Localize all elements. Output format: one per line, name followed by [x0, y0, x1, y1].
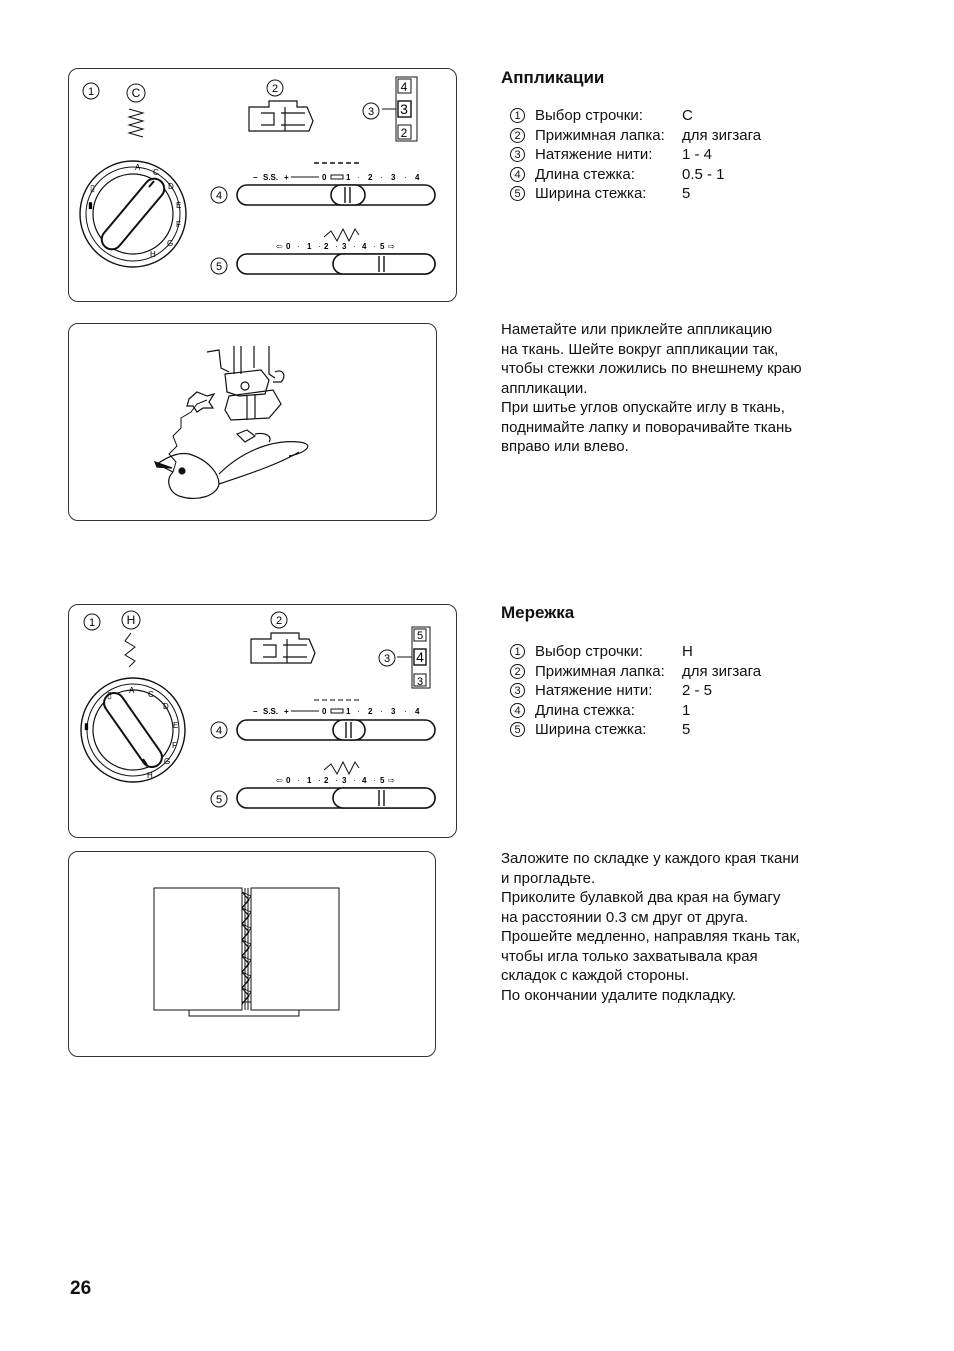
svg-text:H: H	[126, 613, 136, 627]
svg-text:2: 2	[324, 242, 329, 251]
callout-1	[84, 614, 100, 630]
svg-text:C: C	[153, 168, 159, 177]
callout-4	[211, 722, 227, 738]
stitch-length-scale	[253, 700, 420, 716]
svg-text:1: 1	[88, 617, 96, 629]
svg-text:·: ·	[373, 242, 376, 251]
setting-row	[510, 701, 761, 721]
page-number: 26	[70, 1278, 92, 1299]
svg-text:3: 3	[383, 653, 391, 665]
svg-text:4: 4	[416, 649, 424, 665]
svg-text:0: 0	[286, 242, 291, 251]
applique-settings-diagram	[68, 68, 457, 302]
setting-number: 4	[510, 703, 525, 718]
svg-text:·: ·	[357, 707, 360, 716]
svg-text:4: 4	[400, 80, 408, 94]
svg-text:·: ·	[353, 242, 356, 251]
setting-number: 3	[510, 683, 525, 698]
svg-text:4: 4	[415, 173, 420, 182]
svg-text:·: ·	[297, 242, 300, 251]
svg-text:·: ·	[318, 242, 321, 251]
svg-text:·: ·	[318, 776, 321, 785]
svg-text:1: 1	[346, 707, 351, 716]
setting-label: Натяжение нити:	[535, 682, 653, 700]
setting-value: C	[682, 107, 693, 125]
setting-value: 2 - 5	[682, 682, 713, 700]
zigzag-foot-icon	[249, 101, 313, 131]
stitch-width-scale	[276, 762, 395, 785]
stitch-width-scale	[276, 229, 395, 251]
setting-label: Натяжение нити:	[535, 146, 653, 164]
svg-text:G: G	[164, 757, 171, 766]
svg-text:·: ·	[404, 707, 407, 716]
svg-text:A: A	[135, 163, 141, 172]
setting-value: 1 - 4	[682, 146, 713, 164]
pattern-selector-dial	[80, 161, 186, 267]
svg-text:C: C	[148, 690, 154, 699]
setting-label: Выбор строчки:	[535, 643, 643, 661]
setting-row	[510, 165, 761, 185]
setting-number: 1	[510, 108, 525, 123]
setting-row	[510, 184, 761, 204]
applique-settings-list	[510, 106, 761, 204]
svg-text:·: ·	[373, 776, 376, 785]
setting-number: 5	[510, 722, 525, 737]
svg-text:1: 1	[307, 776, 312, 785]
svg-text:3: 3	[342, 242, 347, 251]
setting-label: Прижимная лапка:	[535, 126, 665, 144]
setting-number: 2	[510, 128, 525, 143]
setting-row	[510, 681, 761, 701]
setting-value: 5	[682, 721, 691, 739]
setting-value: H	[682, 643, 693, 661]
svg-text:4: 4	[215, 725, 223, 737]
svg-text:3: 3	[391, 707, 396, 716]
svg-text:1: 1	[346, 173, 351, 182]
setting-label: Ширина стежка:	[535, 721, 647, 739]
svg-text:1: 1	[87, 86, 95, 98]
svg-text:·: ·	[335, 776, 338, 785]
svg-text:⇦: ⇦	[276, 242, 283, 251]
svg-text:4: 4	[362, 242, 367, 251]
setting-value: 0.5 - 1	[682, 165, 725, 183]
setting-value: 5	[682, 185, 691, 203]
svg-text:3: 3	[342, 776, 347, 785]
svg-text:·: ·	[404, 173, 407, 182]
svg-text:2: 2	[324, 776, 329, 785]
pattern-selector-dial	[81, 678, 185, 782]
svg-text:F: F	[172, 741, 177, 750]
setting-value: для зигзага	[682, 662, 762, 680]
svg-text:4: 4	[215, 190, 223, 202]
stitch-width-slider	[237, 254, 435, 274]
hemstitch-settings-list	[510, 642, 761, 740]
svg-text:D: D	[168, 182, 174, 191]
setting-number: 3	[510, 147, 525, 162]
callout-4	[211, 187, 227, 203]
svg-text:·: ·	[357, 173, 360, 182]
stitch-pattern-icon	[129, 109, 143, 137]
applique-instructions: Наметайте или приклейте аппликацию на ткань. Шейте вокруг аппликации так, чтобы стежки ложились по внешнему краю аппликации. При шитье углов опускайте иглу в ткань, поднимайте лапку и поворачивайте ткань вправо или влево.	[501, 321, 802, 455]
svg-text:4: 4	[415, 707, 420, 716]
stitch-pattern-icon	[125, 633, 135, 667]
svg-text:5: 5	[380, 776, 385, 785]
svg-text:0: 0	[322, 173, 327, 182]
stitch-length-slider	[237, 720, 435, 740]
setting-row	[510, 642, 761, 662]
setting-label: Прижимная лапка:	[535, 662, 665, 680]
setting-number: 2	[510, 664, 525, 679]
svg-text:5: 5	[380, 242, 385, 251]
tension-dial	[382, 77, 417, 141]
callout-3	[363, 103, 379, 119]
svg-text:A: A	[129, 686, 135, 695]
tension-dial	[397, 627, 430, 688]
svg-text:H: H	[147, 771, 153, 780]
svg-text:0: 0	[286, 776, 291, 785]
svg-text:3: 3	[400, 101, 408, 117]
svg-text:3: 3	[391, 173, 396, 182]
callout-2	[271, 612, 287, 628]
svg-text:+: +	[284, 707, 289, 716]
svg-text:–: –	[253, 173, 258, 182]
svg-text:1: 1	[307, 242, 312, 251]
svg-text:5: 5	[215, 794, 223, 806]
svg-text:F: F	[176, 220, 181, 229]
setting-label: Выбор строчки:	[535, 107, 643, 125]
svg-text:C: C	[131, 86, 141, 100]
svg-text:⇨: ⇨	[388, 776, 395, 785]
svg-text:4: 4	[362, 776, 367, 785]
setting-value: для зигзага	[682, 126, 762, 144]
svg-text:S.S.: S.S.	[263, 707, 279, 716]
pattern-letter-badge	[122, 611, 140, 629]
svg-text:S.S.: S.S.	[263, 173, 279, 182]
svg-text:5: 5	[416, 630, 424, 642]
svg-text:·: ·	[380, 173, 383, 182]
svg-text:·: ·	[353, 776, 356, 785]
setting-row	[510, 126, 761, 146]
setting-label: Длина стежка:	[535, 165, 635, 183]
setting-row	[510, 720, 761, 740]
svg-text:2: 2	[368, 707, 373, 716]
stitch-length-scale	[253, 163, 420, 182]
svg-text:▮: ▮	[84, 721, 89, 731]
svg-text:⇨: ⇨	[388, 242, 395, 251]
svg-text:▮: ▮	[88, 200, 93, 210]
svg-text:·: ·	[297, 776, 300, 785]
svg-text:2: 2	[275, 615, 283, 627]
callout-2	[267, 80, 283, 96]
svg-text:0: 0	[322, 707, 327, 716]
setting-row	[510, 662, 761, 682]
hemstitch-instructions: Заложите по складке у каждого края ткани и прогладьте. Приколите булавкой два края на бумагу на расстоянии 0.3 см друг от друга. Прошейте медленно, направляя ткань так, чтобы игла только захватывала края складок с каждой стороны. По окончании удалите подкладку.	[501, 850, 801, 1004]
callout-3	[379, 650, 395, 666]
setting-row	[510, 106, 761, 126]
zigzag-foot-icon	[251, 633, 315, 663]
svg-text:2: 2	[368, 173, 373, 182]
svg-text:⇦: ⇦	[276, 776, 283, 785]
svg-text:▯: ▯	[90, 183, 95, 193]
svg-text:3: 3	[416, 676, 424, 688]
svg-text:D: D	[163, 702, 169, 711]
setting-number: 1	[510, 644, 525, 659]
svg-text:+: +	[284, 173, 289, 182]
section-title-hemstitch: Мережка	[501, 603, 575, 622]
setting-number: 5	[510, 186, 525, 201]
section-title-applique: Аппликации	[501, 68, 605, 87]
svg-text:·: ·	[335, 242, 338, 251]
svg-text:H: H	[150, 250, 156, 259]
svg-text:2: 2	[271, 83, 279, 95]
pattern-letter-badge	[127, 84, 145, 102]
svg-text:5: 5	[215, 261, 223, 273]
setting-value: 1	[682, 701, 691, 719]
svg-text:–: –	[253, 707, 258, 716]
applique-illustration	[68, 323, 437, 521]
callout-1	[83, 83, 99, 99]
stitch-length-slider	[237, 185, 435, 205]
setting-row	[510, 145, 761, 165]
svg-text:G: G	[167, 239, 174, 248]
svg-text:E: E	[176, 201, 182, 210]
svg-text:▯: ▯	[107, 690, 112, 700]
setting-label: Длина стежка:	[535, 701, 635, 719]
callout-5	[211, 791, 227, 807]
svg-text:·: ·	[380, 707, 383, 716]
setting-label: Ширина стежка:	[535, 185, 647, 203]
svg-text:2: 2	[400, 126, 408, 140]
svg-text:3: 3	[367, 106, 375, 118]
hemstitch-illustration	[68, 851, 436, 1057]
svg-text:E: E	[173, 721, 179, 730]
hemstitch-settings-diagram	[68, 604, 457, 838]
setting-number: 4	[510, 167, 525, 182]
stitch-width-slider	[237, 788, 435, 808]
callout-5	[211, 258, 227, 274]
